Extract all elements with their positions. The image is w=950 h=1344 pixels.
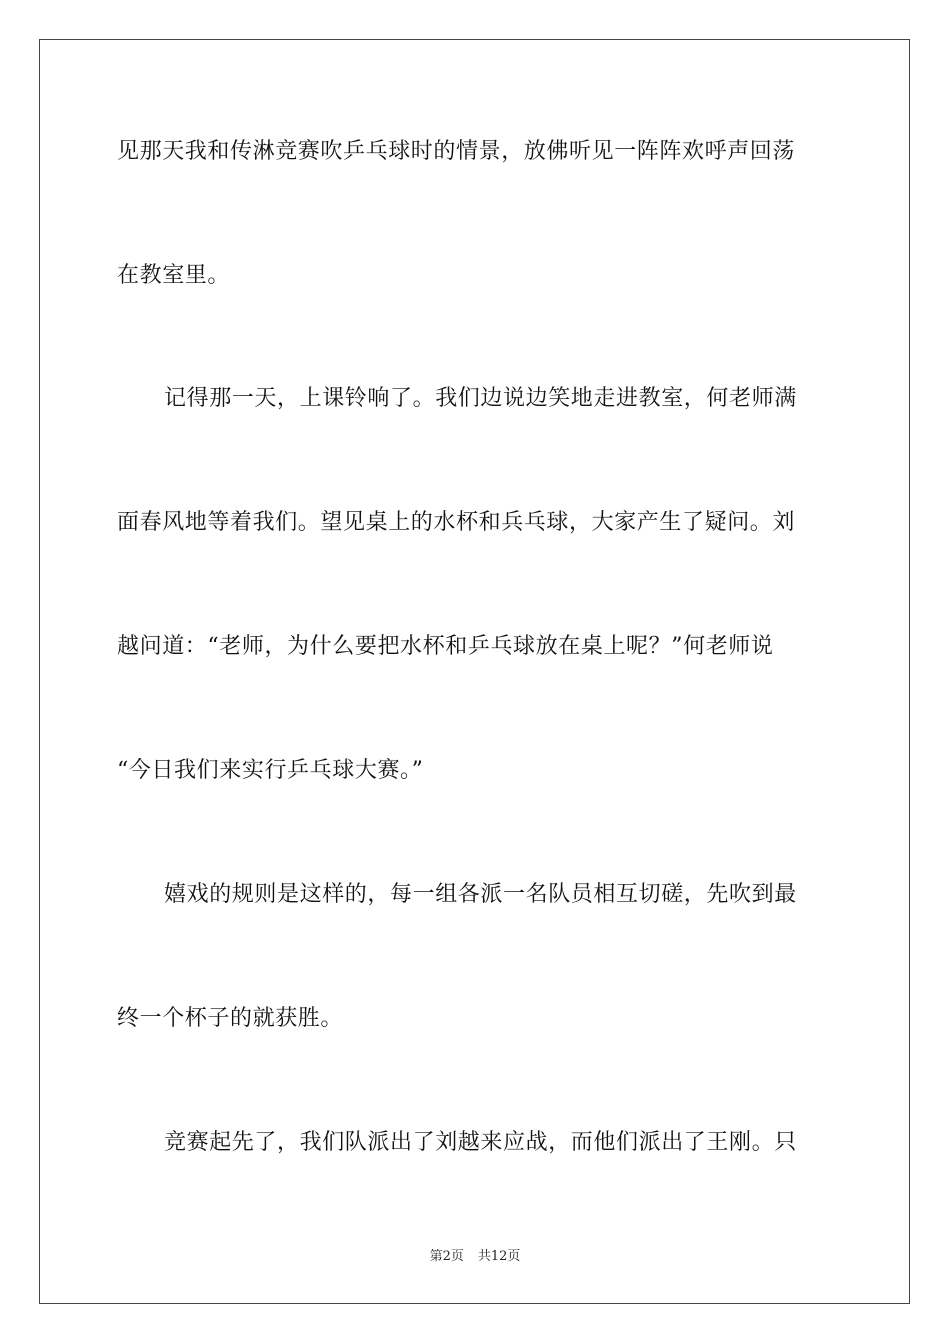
page-frame [39,39,910,1304]
text-line-4: 面春风地等着我们。望见桌上的水杯和兵乓球，大家产生了疑问。刘 [117,510,796,535]
text-line-1: 见那天我和传淋竞赛吹乒乓球时的情景，放佛听见一阵阵欢呼声回荡 [117,139,796,164]
text-line-5: 越问道：“老师，为什么要把水杯和乒乓球放在桌上呢？”何老师说 [117,634,774,659]
text-line-9: 竞赛起先了，我们队派出了刘越来应战，而他们派出了王刚。只 [164,1130,797,1155]
text-line-7: 嬉戏的规则是这样的，每一组各派一名队员相互切磋，先吹到最 [164,882,797,907]
page-number: 第2页 [429,1249,464,1264]
text-line-8: 终一个杯子的就获胜。 [117,1006,344,1031]
text-line-2: 在教室里。 [117,263,231,288]
text-line-3: 记得那一天，上课铃响了。我们边说边笑地走进教室，何老师满 [164,386,797,411]
text-line-6: “今日我们来实行乒乓球大赛。” [117,758,424,783]
page-total: 共12页 [477,1249,521,1264]
page-footer [0,1249,950,1265]
